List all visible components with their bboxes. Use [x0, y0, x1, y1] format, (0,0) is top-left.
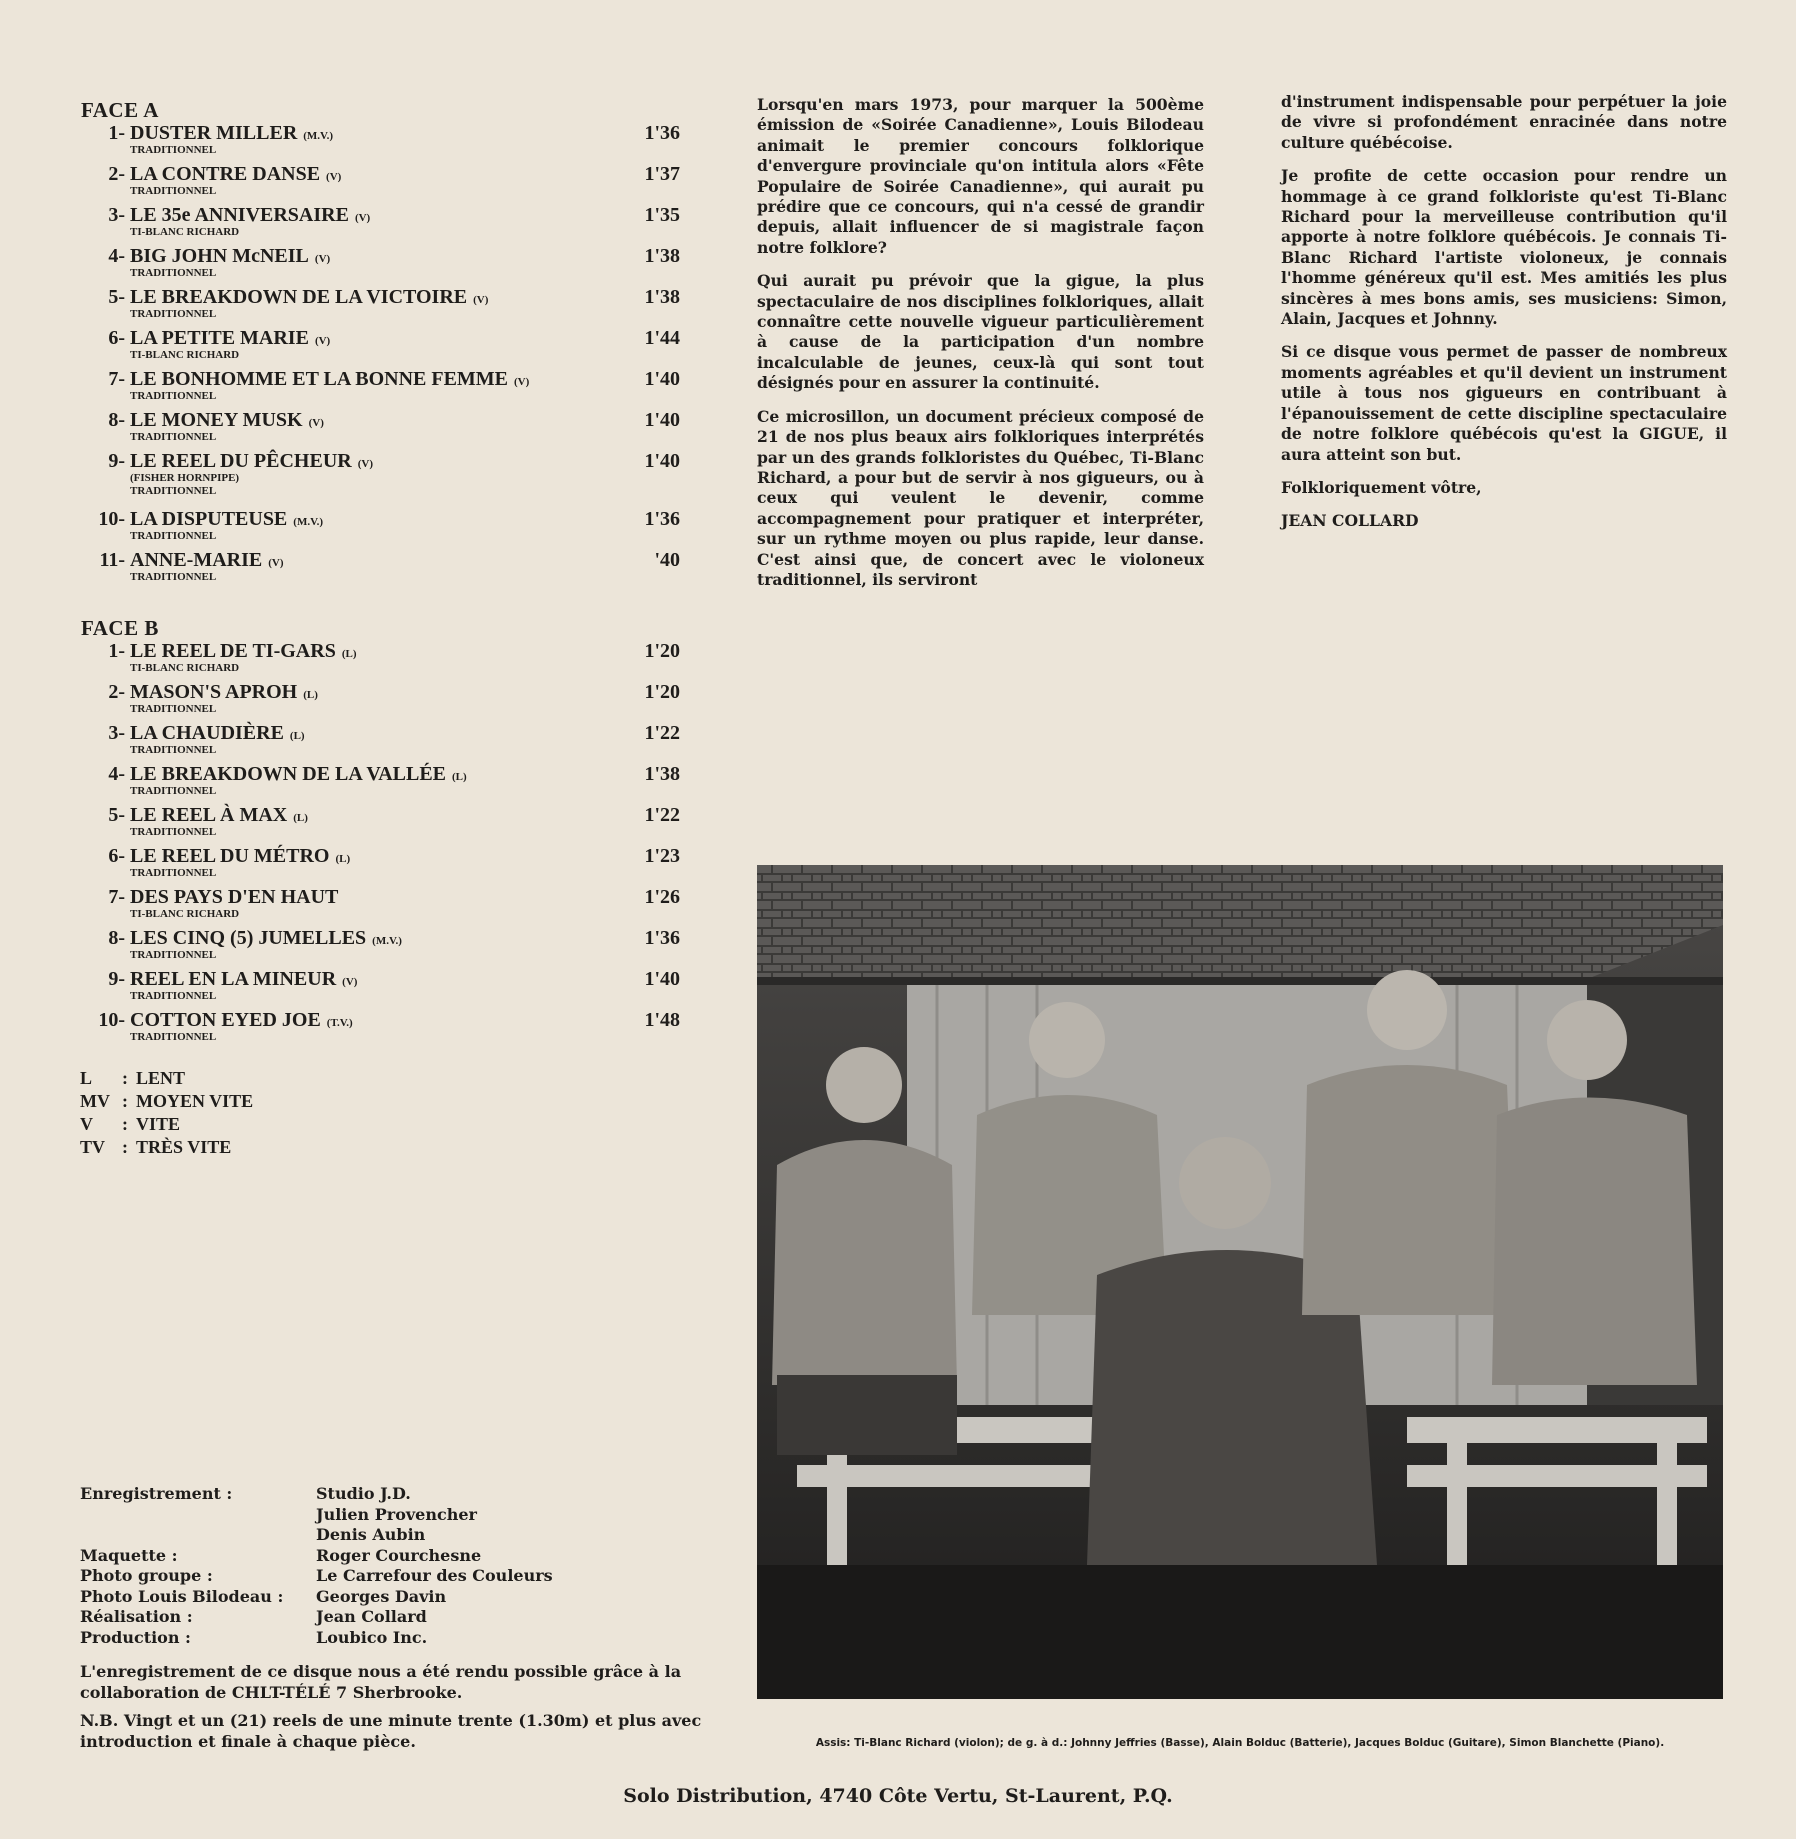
track-title — [130, 327, 330, 350]
legend-key: L — [80, 1068, 93, 1088]
face-b-title: FACE B — [81, 616, 159, 640]
track-row — [80, 640, 680, 681]
track-composer: TRADITIONNEL — [130, 431, 217, 443]
track-number: 3- — [108, 204, 125, 226]
track-row — [80, 804, 680, 845]
track-title — [130, 722, 305, 745]
track-title-text: LE BREAKDOWN DE LA VICTOIRE — [130, 286, 468, 308]
track-number: 3- — [108, 722, 125, 744]
legend-item — [80, 1091, 253, 1114]
track-number: 6- — [108, 845, 125, 867]
track-tempo: (L) — [303, 689, 318, 701]
track-number: 4- — [108, 245, 125, 267]
track-title-text: DUSTER MILLER — [130, 122, 298, 144]
track-title — [130, 968, 357, 991]
track-duration: 1'38 — [644, 286, 680, 308]
track-row — [80, 508, 680, 549]
track-composer: TRADITIONNEL — [130, 867, 217, 879]
track-composer: TI-BLANC RICHARD — [130, 662, 240, 674]
recording-note: L'enregistrement de ce disque nous a été rendu possible grâce à la collaboration de CHLT-TÉLÉ 7 Sherbrooke. — [80, 1662, 682, 1702]
track-duration: 1'44 — [644, 327, 680, 349]
track-row — [80, 368, 680, 409]
track-row — [80, 681, 680, 722]
track-number: 11- — [99, 549, 125, 571]
track-tempo: (L) — [289, 730, 305, 742]
track-tempo: (V) — [314, 335, 331, 347]
track-composer: TI-BLANC RICHARD — [130, 226, 240, 238]
track-number: 9- — [108, 968, 125, 990]
track-row — [80, 927, 680, 968]
legend-value: MOYEN VITE — [136, 1091, 254, 1111]
track-duration: '40 — [654, 549, 680, 571]
photo-caption: Assis: Ti-Blanc Richard (violon); de g. à d.: Johnny Jeffries (Basse), Alain Bolduc (Batterie), Jacques Bolduc (Guitare), Simon Blanchette (Piano). — [815, 1737, 1665, 1749]
track-row — [80, 845, 680, 886]
credit-row — [80, 1607, 720, 1628]
track-composer: TRADITIONNEL — [130, 530, 217, 542]
track-number: 7- — [108, 886, 125, 908]
track-title — [130, 763, 467, 786]
credit-value: Julien Provencher — [316, 1504, 477, 1524]
legend-colon: : — [122, 1114, 128, 1134]
credit-label: Photo groupe : — [80, 1566, 213, 1585]
track-tempo: (M.V.) — [372, 935, 402, 947]
credit-value: Roger Courchesne — [316, 1545, 482, 1565]
legend-item — [80, 1114, 180, 1137]
tempo-legend — [80, 1068, 380, 1168]
track-title — [130, 845, 350, 868]
track-composer: TRADITIONNEL — [130, 185, 217, 197]
track-title — [130, 286, 488, 309]
track-title — [130, 204, 370, 227]
credit-row — [80, 1525, 720, 1546]
track-duration: 1'38 — [644, 763, 680, 785]
track-duration: 1'22 — [644, 722, 680, 744]
track-composer: TRADITIONNEL — [130, 571, 217, 583]
track-title-text: BIG JOHN McNEIL — [130, 245, 309, 267]
credit-label: Enregistrement : — [80, 1484, 233, 1503]
track-row — [80, 763, 680, 804]
track-title-text: LA DISPUTEUSE — [130, 508, 288, 530]
credit-label: Photo Louis Bilodeau : — [80, 1586, 284, 1606]
paragraph: Ce microsillon, un document précieux composé de 21 de nos plus beaux airs folkloriques interprétés par un des grands folkloristes du Québec, Ti-Blanc Richard, a pour but de servir à nos gigueurs, ou à ceux qui veulent le devenir, comme accompagnement pour pratiquer et interpréter, sur un rythme moyen ou plus rapide, leur danse. C'est ainsi que, de concert avec le violoneux traditionnel, ils serviront — [757, 406, 1204, 589]
track-duration: 1'37 — [644, 163, 680, 185]
track-tempo: (V) — [354, 212, 371, 224]
track-title-text: LE REEL À MAX — [130, 804, 288, 826]
legend-item — [80, 1137, 231, 1160]
track-duration: 1'22 — [644, 804, 680, 826]
track-title-text: DES PAYS D'EN HAUT — [130, 886, 339, 908]
track-tempo: (V) — [342, 976, 358, 988]
track-title — [130, 640, 356, 663]
track-tempo: (V) — [268, 557, 284, 569]
track-title-text: LE BONHOMME ET LA BONNE FEMME — [130, 368, 508, 390]
credit-row — [80, 1587, 720, 1608]
credit-value: Denis Aubin — [316, 1525, 426, 1544]
liner-notes-right-column — [1281, 92, 1727, 545]
track-composer: TRADITIONNEL — [130, 308, 217, 320]
track-composer: TI-BLANC RICHARD — [130, 908, 240, 920]
track-composer: TRADITIONNEL — [130, 267, 217, 279]
track-tempo: (L) — [335, 853, 351, 865]
track-title-text: MASON'S APROH — [130, 681, 298, 703]
track-title-text: LE MONEY MUSK — [130, 409, 303, 431]
track-title-text: ANNE-MARIE — [130, 549, 263, 571]
track-duration: 1'26 — [644, 886, 680, 908]
track-title-text: REEL EN LA MINEUR — [130, 968, 337, 990]
legend-value: LENT — [136, 1068, 186, 1088]
track-tempo: (V) — [473, 294, 489, 306]
track-number: 2- — [108, 163, 125, 185]
track-row — [80, 1009, 680, 1050]
track-tempo: (L) — [452, 771, 467, 783]
track-duration: 1'36 — [644, 927, 680, 949]
track-title-text: LE REEL DU MÉTRO — [130, 845, 330, 867]
track-number: 4- — [108, 763, 125, 785]
track-composer: (FISHER HORNPIPE) — [130, 472, 240, 484]
track-number: 1- — [108, 122, 125, 144]
track-number: 8- — [108, 927, 125, 949]
track-duration: 1'20 — [644, 640, 680, 662]
track-number: 2- — [108, 681, 125, 703]
track-title — [130, 549, 284, 572]
group-photo-image — [757, 865, 1723, 1699]
track-title — [130, 927, 402, 950]
legend-colon: : — [122, 1091, 128, 1111]
track-duration: 1'40 — [644, 450, 680, 472]
track-title-text: LA PETITE MARIE — [130, 327, 309, 349]
track-number: 10- — [98, 1009, 125, 1031]
track-number: 8- — [108, 409, 125, 431]
track-tempo: (V) — [308, 417, 324, 429]
track-title — [130, 508, 323, 531]
group-photo — [757, 865, 1723, 1699]
track-composer: TRADITIONNEL — [130, 390, 217, 402]
track-number: 1- — [108, 640, 125, 662]
face-a-title: FACE A — [81, 98, 159, 122]
track-title — [130, 450, 373, 473]
track-row — [80, 245, 680, 286]
track-tempo: (M.V.) — [303, 130, 333, 142]
track-tempo: (V) — [314, 253, 331, 265]
track-duration: 1'20 — [644, 681, 680, 703]
track-duration: 1'40 — [644, 409, 680, 431]
face-b-track-list — [80, 640, 680, 1060]
track-number: 6- — [108, 327, 125, 349]
nb-note: N.B. Vingt et un (21) reels de une minute trente (1.30m) et plus avec introduction et finale à chaque pièce. — [80, 1711, 702, 1751]
track-title — [130, 804, 308, 827]
track-row — [80, 886, 680, 927]
track-number: 10- — [98, 508, 125, 530]
legend-colon: : — [122, 1068, 128, 1088]
credit-label: Production : — [80, 1627, 191, 1647]
track-title — [130, 122, 333, 145]
track-title — [130, 886, 344, 909]
track-number: 9- — [108, 450, 125, 472]
credit-value: Loubico Inc. — [316, 1627, 428, 1647]
track-composer: TRADITIONNEL — [130, 949, 217, 961]
track-title — [130, 368, 529, 391]
liner-notes-middle-column — [757, 95, 1204, 603]
credits-list — [80, 1484, 720, 1648]
paragraph: Folkloriquement vôtre, — [1281, 477, 1482, 497]
credit-value: Jean Collard — [316, 1607, 427, 1626]
credit-value: Georges Davin — [316, 1586, 447, 1606]
track-row — [80, 409, 680, 450]
track-title-text: LE REEL DU PÊCHEUR — [130, 450, 352, 472]
track-row — [80, 327, 680, 368]
legend-colon: : — [122, 1137, 128, 1157]
track-composer: TRADITIONNEL — [130, 785, 217, 797]
track-duration: 1'36 — [644, 508, 680, 530]
legend-value: TRÈS VITE — [136, 1137, 232, 1157]
paragraph: Je profite de cette occasion pour rendre un hommage à ce grand folkloriste qu'est Ti-Blanc Richard pour la merveilleuse contribution qu'il apporte à notre folklore québécois. Je connais Ti-Blanc Richard l'artiste violoneux, je connais l'homme généreux qu'il est. Mes amitiés les plus sincères à mes bons amis, ses musiciens: Simon, Alain, Jacques et Johnny. — [1281, 166, 1727, 329]
track-duration: 1'36 — [644, 122, 680, 144]
track-title-text: LE 35e ANNIVERSAIRE — [130, 204, 349, 226]
track-row — [80, 549, 680, 590]
track-title-text: LE BREAKDOWN DE LA VALLÉE — [130, 763, 447, 785]
paragraph: Qui aurait pu prévoir que la gigue, la plus spectaculaire de nos disciplines folkloriques, allait connaître cette nouvelle vigueur particulièrement à cause de la participation d'un nombre incalculable de jeunes, ceux-là qui sont tout désignés pour en assurer la continuité. — [757, 271, 1204, 393]
legend-key: MV — [80, 1091, 110, 1111]
track-composer: TRADITIONNEL — [130, 826, 217, 838]
track-row — [80, 286, 680, 327]
track-composer: TRADITIONNEL — [130, 144, 217, 156]
track-tempo: (V) — [326, 171, 342, 183]
track-title-text: LA CONTRE DANSE — [130, 163, 321, 185]
track-duration: 1'38 — [644, 245, 680, 267]
paragraph: d'instrument indispensable pour perpétuer la joie de vivre si profondément enracinée dans notre culture québécoise. — [1281, 92, 1727, 152]
credit-value: Studio J.D. — [316, 1484, 411, 1503]
track-title — [130, 1009, 353, 1032]
track-composer: TRADITIONNEL — [130, 703, 217, 715]
track-composer: TRADITIONNEL — [130, 744, 217, 756]
credit-value: Le Carrefour des Couleurs — [316, 1566, 553, 1585]
track-composer-2: TRADITIONNEL — [130, 485, 217, 497]
track-row — [80, 163, 680, 204]
track-row — [80, 204, 680, 245]
legend-key: V — [80, 1114, 93, 1134]
track-tempo: (M.V.) — [293, 516, 324, 528]
track-tempo: (L) — [341, 648, 357, 660]
track-title-text: LA CHAUDIÈRE — [130, 722, 284, 744]
track-title — [130, 681, 318, 704]
track-composer: TRADITIONNEL — [130, 990, 217, 1002]
paragraph: JEAN COLLARD — [1281, 511, 1419, 531]
distribution-footer: Solo Distribution, 4740 Côte Vertu, St-Laurent, P.Q. — [623, 1785, 1173, 1807]
track-duration: 1'35 — [644, 204, 680, 226]
credit-row — [80, 1546, 720, 1567]
track-row — [80, 968, 680, 1009]
track-duration: 1'40 — [644, 368, 680, 390]
track-tempo: (T.V.) — [326, 1017, 353, 1029]
track-duration: 1'40 — [644, 968, 680, 990]
track-composer: TRADITIONNEL — [130, 1031, 217, 1043]
legend-value: VITE — [136, 1114, 181, 1134]
track-title-text: LES CINQ (5) JUMELLES — [130, 927, 367, 949]
face-a-track-list — [80, 122, 680, 592]
paragraph: Lorsqu'en mars 1973, pour marquer la 500ème émission de «Soirée Canadienne», Louis Bilodeau animait le premier concours folklorique d'envergure provinciale qu'on intitula alors «Fête Populaire de Soirée Canadienne», qui aurait pu prédire que ce concours, qui n'a cessé de grandir depuis, allait influencer de si magistrale façon notre folklore? — [757, 95, 1204, 257]
credit-label: Réalisation : — [80, 1607, 193, 1626]
credit-row — [80, 1628, 720, 1649]
credit-row — [80, 1484, 720, 1505]
track-number: 7- — [108, 368, 125, 390]
track-row — [80, 450, 680, 497]
track-duration: 1'48 — [644, 1009, 680, 1031]
credit-row — [80, 1505, 720, 1526]
track-title — [130, 245, 330, 268]
credit-label: Maquette : — [80, 1545, 178, 1565]
legend-key: TV — [80, 1137, 106, 1157]
paragraph: Si ce disque vous permet de passer de nombreux moments agréables et qu'il devient un instrument utile à tous nos gigueurs en contribuant à l'épanouissement de cette discipline spectaculaire de notre folklore québécois qu'est la GIGUE, il aura atteint son but. — [1281, 342, 1727, 464]
credit-row — [80, 1566, 720, 1587]
track-title — [130, 409, 324, 432]
track-tempo: (L) — [293, 812, 308, 824]
track-number: 5- — [108, 286, 125, 308]
track-title-text: COTTON EYED JOE — [130, 1009, 321, 1031]
track-title-text: LE REEL DE TI-GARS — [130, 640, 336, 662]
track-composer: TI-BLANC RICHARD — [130, 349, 240, 361]
track-row — [80, 122, 680, 163]
track-tempo: (V) — [357, 458, 373, 470]
track-row — [80, 722, 680, 763]
track-number: 5- — [108, 804, 125, 826]
track-duration: 1'23 — [644, 845, 680, 867]
legend-item — [80, 1068, 185, 1091]
track-tempo: (V) — [514, 376, 530, 388]
track-title — [130, 163, 341, 186]
